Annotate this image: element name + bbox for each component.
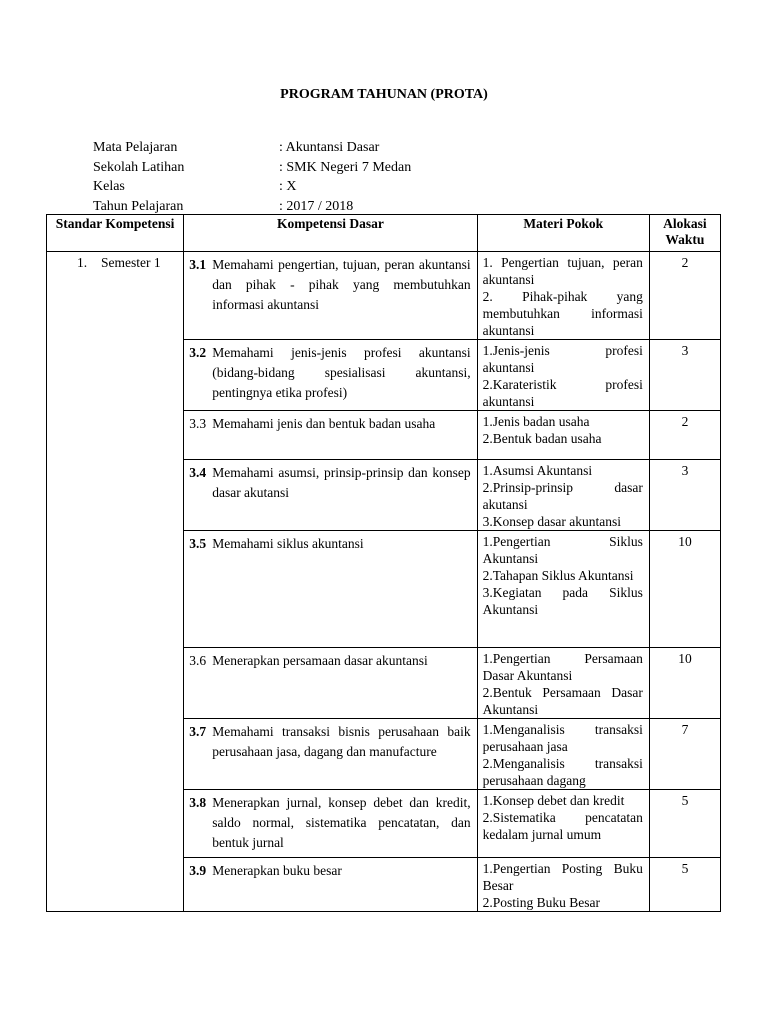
table-header-row (47, 215, 721, 252)
header-materi-pokok: Materi Pokok (477, 215, 649, 252)
header-standar-kompetensi: Standar Kompetensi (47, 215, 184, 252)
kd-text: Menerapkan persamaan dasar akuntansi (212, 653, 428, 668)
kd-cell (184, 411, 477, 460)
materi-cell (477, 411, 649, 460)
standar-kompetensi-cell (47, 252, 184, 912)
kd-text: Memahami asumsi, prinsip-prinsip dan konsep dasar akutansi (212, 465, 471, 500)
kd-cell (184, 719, 477, 790)
standar-label: Semester 1 (101, 255, 161, 270)
kd-number: 3.7 (189, 724, 207, 739)
materi-item: 1.Pengertian Posting Buku Besar (482, 861, 643, 893)
kd-number: 3.4 (189, 465, 207, 480)
kd-number: 3.8 (189, 795, 207, 810)
materi-item: 3.Kegiatan pada Siklus Akuntansi (482, 585, 643, 617)
table-row (47, 252, 721, 340)
kd-cell (184, 790, 477, 858)
materi-item: 1.Menganalisis transaksi perusahaan jasa (482, 722, 643, 754)
materi-item: 2.Menganalisis transaksi perusahaan dagang (482, 756, 643, 788)
meta-row-kelas (93, 177, 411, 197)
materi-cell (477, 531, 649, 648)
kd-text: Memahami pengertian, tujuan, peran akuntansi dan pihak - pihak yang membutuhkan informasi akuntansi (212, 257, 471, 312)
materi-item: 2.Karateristik profesi akuntansi (482, 377, 643, 409)
meta-value: : X (279, 179, 297, 194)
kd-text: Memahami transaksi bisnis perusahaan baik perusahaan jasa, dagang dan manufacture (212, 724, 471, 759)
materi-item: 2.Bentuk badan usaha (482, 431, 602, 446)
meta-label: Tahun Pelajaran (93, 198, 184, 214)
waktu-cell: 7 (649, 719, 720, 790)
kd-cell (184, 252, 477, 340)
waktu-cell: 3 (649, 340, 720, 411)
meta-value: : Akuntansi Dasar (279, 140, 380, 155)
materi-cell (477, 858, 649, 912)
kd-number: 3.1 (189, 257, 207, 272)
materi-item: 1.Pengertian Persamaan Dasar Akuntansi (482, 651, 643, 683)
materi-item: 2.Prinsip-prinsip dasar akutansi (482, 480, 643, 512)
materi-item: 3.Konsep dasar akuntansi (482, 514, 621, 529)
waktu-cell: 10 (649, 531, 720, 648)
materi-item: 1.Konsep debet dan kredit (482, 793, 625, 808)
materi-item: 1. Pengertian tujuan, peran akuntansi (482, 255, 643, 287)
materi-item: 1.Pengertian Siklus Akuntansi (482, 534, 643, 566)
materi-item: 2.Bentuk Persamaan Dasar Akuntansi (482, 685, 643, 717)
meta-label: Mata Pelajaran (93, 140, 178, 155)
materi-item: 2. Pihak-pihak yang membutuhkan informasi akuntansi (482, 289, 643, 338)
header-kompetensi-dasar: Kompetensi Dasar (184, 215, 477, 252)
standar-number: 1. (77, 255, 88, 270)
kd-number: 3.9 (189, 863, 207, 878)
meta-label: Sekolah Latihan (93, 159, 185, 175)
document-meta (93, 138, 411, 216)
materi-item: 2.Tahapan Siklus Akuntansi (482, 568, 634, 583)
kd-text: Memahami jenis dan bentuk badan usaha (212, 416, 436, 431)
kd-number: 3.3 (189, 416, 207, 431)
waktu-cell: 2 (649, 411, 720, 460)
materi-item: 1.Asumsi Akuntansi (482, 463, 593, 478)
kd-cell (184, 531, 477, 648)
meta-value: : 2017 / 2018 (279, 198, 354, 214)
kd-number: 3.5 (189, 536, 207, 551)
kd-cell (184, 648, 477, 719)
kd-number: 3.2 (189, 345, 207, 360)
materi-cell (477, 790, 649, 858)
materi-cell (477, 340, 649, 411)
materi-cell (477, 460, 649, 531)
waktu-cell: 5 (649, 858, 720, 912)
meta-row-mata-pelajaran (93, 138, 411, 158)
materi-item: 1.Jenis badan usaha (482, 414, 590, 429)
document-title: PROGRAM TAHUNAN (PROTA) (280, 87, 488, 102)
kd-cell (184, 340, 477, 411)
materi-cell (477, 252, 649, 340)
waktu-cell: 3 (649, 460, 720, 531)
materi-item: 2.Posting Buku Besar (482, 895, 601, 910)
meta-label: Kelas (93, 179, 125, 194)
materi-item: 2.Sistematika pencatatan kedalam jurnal umum (482, 810, 643, 842)
prota-table (46, 214, 721, 912)
kd-cell (184, 858, 477, 912)
kd-number: 3.6 (189, 653, 207, 668)
materi-cell (477, 648, 649, 719)
meta-value: : SMK Negeri 7 Medan (279, 159, 412, 175)
waktu-cell: 2 (649, 252, 720, 340)
kd-text: Menerapkan jurnal, konsep debet dan kredit, saldo normal, sistematika pencatatan, dan bentuk jurnal (212, 795, 471, 850)
kd-text: Memahami jenis-jenis profesi akuntansi (bidang-bidang spesialisasi akuntansi, pentingnya etika profesi) (212, 345, 471, 400)
materi-item: 1.Jenis-jenis profesi akuntansi (482, 343, 643, 375)
meta-row-sekolah (93, 158, 411, 178)
header-alokasi-waktu: Alokasi Waktu (649, 215, 720, 252)
kd-cell (184, 460, 477, 531)
materi-cell (477, 719, 649, 790)
waktu-cell: 10 (649, 648, 720, 719)
kd-text: Memahami siklus akuntansi (212, 536, 364, 551)
kd-text: Menerapkan buku besar (212, 863, 342, 878)
waktu-cell: 5 (649, 790, 720, 858)
